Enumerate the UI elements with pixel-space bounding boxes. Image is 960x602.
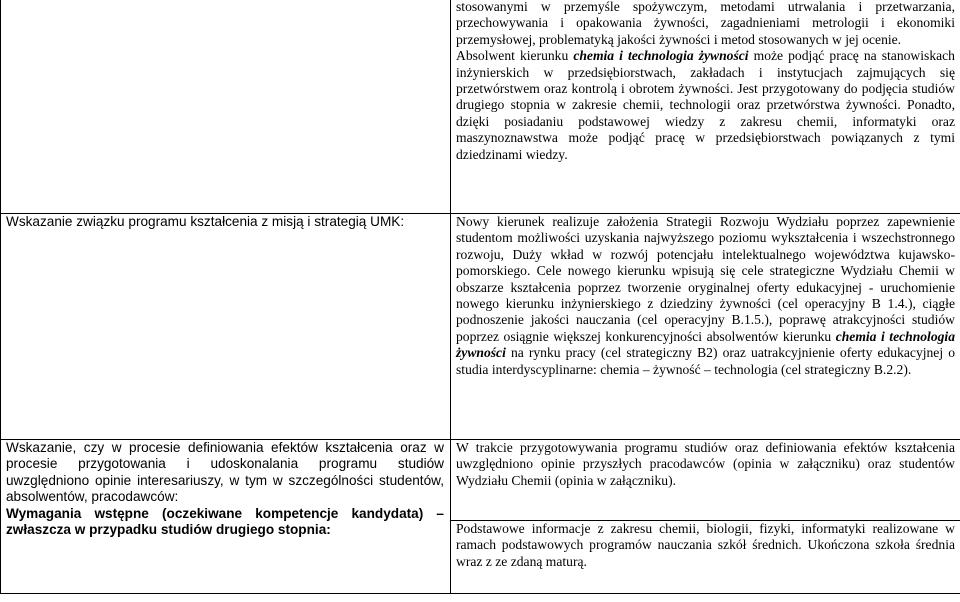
table-row-mission [1,214,960,440]
requirements-cell [451,521,960,594]
empty-label-cell [1,0,451,214]
table-row-stakeholders [1,440,960,521]
stakeholders-requirements-label [1,440,451,594]
stakeholders-text: W trakcie przygotowywania programu studiów oraz definiowania efektów kształcenia uwzględniono opinie przyszłych pracodawców (opinia w załączniku) oraz studentów Wydziału Chemii (opinia w załączniku). [456,440,955,488]
mission-cell [451,214,960,440]
requirements-text: Podstawowe informacje z zakresu chemii, biologii, fizyki, informatyki realizowane w ramach podstawowych programów nauczania szkół średnich. Ukończona szkoła średnia wraz z ze zdaną maturą. [456,521,955,569]
mission-text-end: na rynku pracy (cel strategiczny B2) oraz uatrakcyjnienie oferty edukacyjnej o studia interdyscyplinarne: chemia – żywność – technologia (cel strategiczny B.2.2). [456,345,955,377]
continuation-paragraph-2 [456,48,955,163]
mission-text-start: Nowy kierunek realizuje założenia Strategii Rozwoju Wydziału poprzez zapewnienie studentom możliwości uzyskania najwyższego poziomu wykształcenia i wszechstronnego rozwoju, Duży wkład w rozwój potencjału intelektualnego województwa kujawsko-pomorskiego. Cele nowego kierunku wpisują się cele strategiczne Wydziału Chemii w obszarze kształcenia poprzez tworzenie oryginalnej oferty edukacyjnej - uruchomienie nowego kierunku inżynierskiego z dziedziny żywności (cel operacyjny B 1.4.), ciągłe podnoszenie jakości nauczania (cel operacyjny B.1.5.), poprawę atrakcyjności studiów poprzez osiągnie większej konkurencyjności absolwentów kierunku [456,214,955,344]
graduate-text-rest: może podjąć pracę na stanowiskach inżynierskich w przedsiębiorstwach, zakładach i instytucjach zajmujących się przetwórstwem oraz kontrolą i obrotem żywności. Jest przygotowany do podjęcia studiów drugiego stopnia w zakresie chemii, technologii oraz przetwórstwa żywności. Ponadto, dzięki posiadaniu podstawowej wiedzy z zakresu chemii, informatyki oraz maszynoznawstwa może podjąć pracę w przedsiębiorstwach powiązanych z tymi dziedzinami wiedzy. [456,48,955,162]
stakeholders-label: Wskazanie, czy w procesie definiowania efektów kształcenia oraz w procesie przygotowania i udoskonalania programu studiów uwzględniono opinie interesariuszy, w tym w szczególności studentów, absolwentów, pracodawców: [6,440,444,505]
continuation-paragraph-1: stosowanymi w przemyśle spożywczym, metodami utrwalania i przetwarzania, przechowywania i opakowania żywności, zagadnieniami metrologii i ekonomiki przemysłowej, problematyką jakości żywności i metod stosowanych w jej ocenie. [456,0,955,47]
stakeholders-cell [451,440,960,521]
continuation-cell [451,0,960,214]
table-row-continuation [1,0,960,214]
graduate-text-start: Absolwent kierunku [456,48,574,64]
program-name-emphasis: chemia i technologia żywności [456,328,955,361]
program-name-emphasis: chemia i technologia żywności [573,48,749,64]
requirements-label: Wymagania wstępne (oczekiwane kompetencje kandydata) – zwłaszcza w przypadku studiów drugiego stopnia: [6,505,444,538]
mission-paragraph [456,214,955,378]
mission-label: Wskazanie związku programu kształcenia z misją i strategią UMK: [1,214,451,440]
